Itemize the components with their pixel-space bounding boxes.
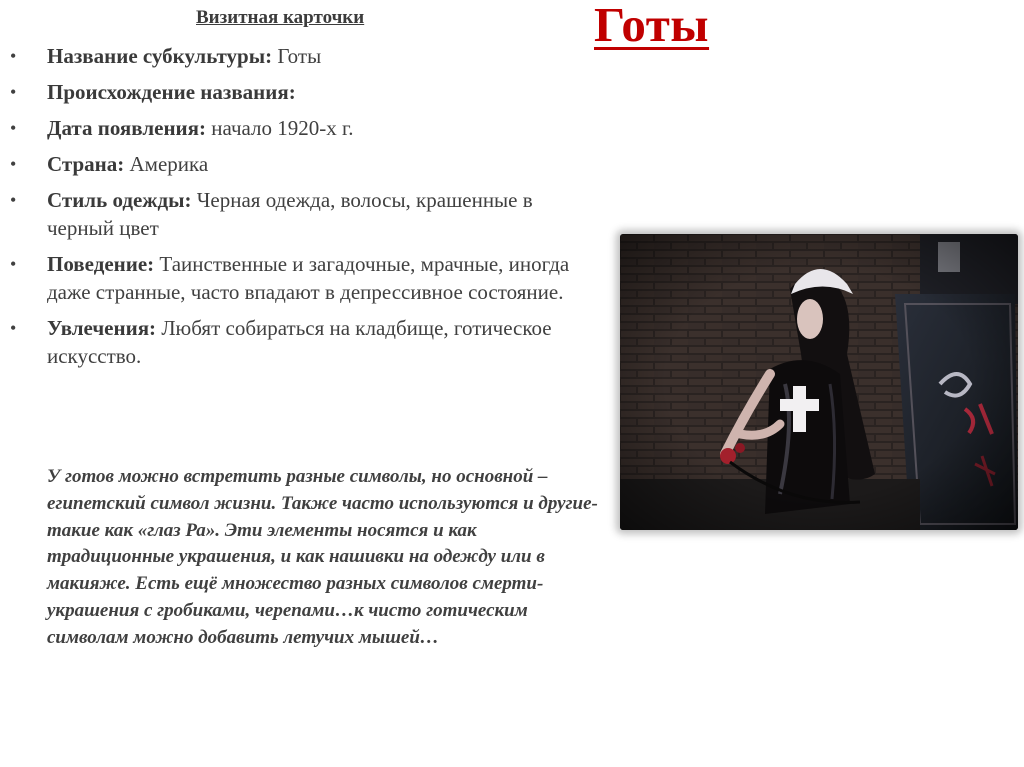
fact-label: Страна: [47,152,125,176]
goth-photo [620,234,1018,530]
fact-label: Дата появления: [47,116,207,140]
fact-value: Черная одежда, волосы, крашенные в черный цвет [47,188,533,240]
fact-value: Любят собираться на кладбище, готическое искусство. [47,316,552,368]
bullet-icon: • [10,154,17,174]
bullet-icon: • [10,118,17,138]
slide-title: Готы [594,0,710,52]
fact-value: Готы [272,44,322,68]
bullet-icon: • [10,318,17,338]
fact-label: Поведение: [47,252,155,276]
facts-list [0,42,600,378]
fact-value: Америка [124,152,209,176]
fact-item-date [0,114,600,142]
bullet-icon: • [10,46,17,66]
bullet-icon: • [10,190,17,210]
fact-label: Название субкультуры: [47,44,273,68]
fact-item-hobbies [0,314,600,370]
bullet-icon: • [10,82,17,102]
fact-value: начало 1920-х г. [206,116,354,140]
fact-label: Происхождение названия: [47,80,296,104]
fact-label: Увлечения: [47,316,157,340]
fact-item-country [0,150,600,178]
card-heading: Визитная карточки [196,7,365,28]
fact-item-style [0,186,600,242]
fact-value: Таинственные и загадочные, мрачные, иногда даже странные, часто впадают в депрессивное состояние. [47,252,570,304]
fact-item-origin [0,78,600,106]
fact-label: Стиль одежды: [47,188,192,212]
fact-item-behavior [0,250,600,306]
fact-item-name [0,42,600,70]
bullet-icon: • [10,254,17,274]
symbols-note: У готов можно встретить разные символы, но основной – египетский символ жизни. Также часто используются и другие- такие как «глаз Ра». Эти элементы носятся и как традиционные украшения, и как нашивки на одежду или в макияже. Есть ещё множество разных символов смерти- украшения с гробиками, черепами…к чисто готическим символам можно добавить летучих мышей… [47,466,598,648]
